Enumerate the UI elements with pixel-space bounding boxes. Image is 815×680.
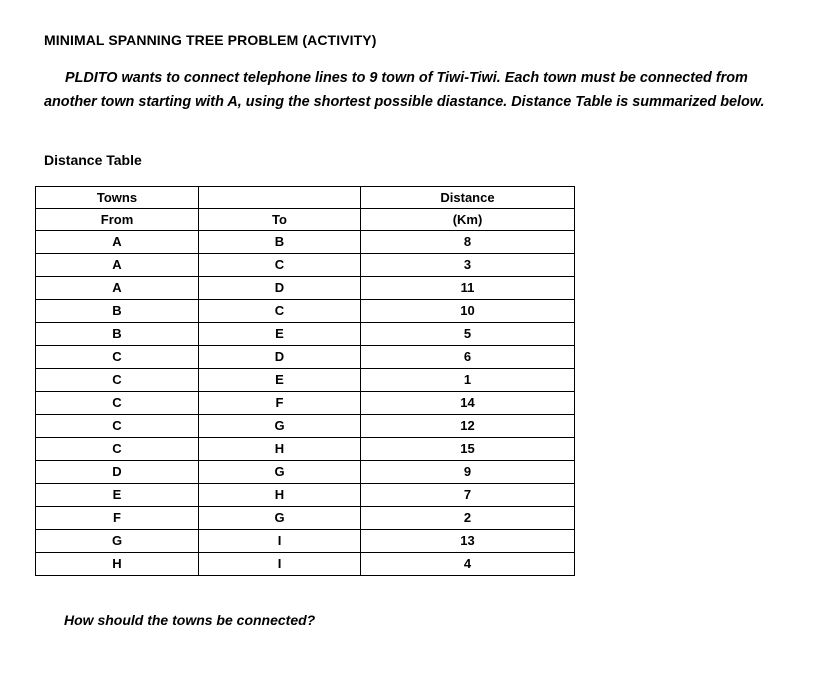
cell-from: C bbox=[36, 346, 199, 369]
cell-from: C bbox=[36, 392, 199, 415]
distance-table-body bbox=[36, 187, 575, 576]
cell-distance: 8 bbox=[361, 231, 575, 254]
cell-to: I bbox=[199, 553, 361, 576]
cell-to: H bbox=[199, 438, 361, 461]
cell-to: E bbox=[199, 323, 361, 346]
cell-distance: 15 bbox=[361, 438, 575, 461]
cell-to: C bbox=[199, 300, 361, 323]
table-row bbox=[36, 484, 575, 507]
cell-from: B bbox=[36, 300, 199, 323]
cell-from: A bbox=[36, 231, 199, 254]
cell-distance: 14 bbox=[361, 392, 575, 415]
header-towns-blank bbox=[199, 187, 361, 209]
table-row bbox=[36, 461, 575, 484]
cell-to: I bbox=[199, 530, 361, 553]
table-row bbox=[36, 254, 575, 277]
header-distance: Distance bbox=[361, 187, 575, 209]
cell-distance: 12 bbox=[361, 415, 575, 438]
header-towns: Towns bbox=[36, 187, 199, 209]
table-row bbox=[36, 277, 575, 300]
cell-to: F bbox=[199, 392, 361, 415]
table-row bbox=[36, 300, 575, 323]
cell-to: D bbox=[199, 277, 361, 300]
cell-distance: 10 bbox=[361, 300, 575, 323]
table-row bbox=[36, 346, 575, 369]
cell-from: D bbox=[36, 461, 199, 484]
cell-from: B bbox=[36, 323, 199, 346]
cell-distance: 9 bbox=[361, 461, 575, 484]
table-row bbox=[36, 415, 575, 438]
cell-from: C bbox=[36, 369, 199, 392]
cell-distance: 7 bbox=[361, 484, 575, 507]
cell-distance: 4 bbox=[361, 553, 575, 576]
intro-text: PLDITO wants to connect telephone lines to 9 town of Tiwi-Tiwi. Each town must be connected from another town starting with A, using the shortest possible diastance. Distance Table is summarized below. bbox=[44, 70, 765, 110]
table-header-row-2 bbox=[36, 209, 575, 231]
cell-from: C bbox=[36, 438, 199, 461]
cell-from: G bbox=[36, 530, 199, 553]
cell-to: D bbox=[199, 346, 361, 369]
cell-to: H bbox=[199, 484, 361, 507]
table-row bbox=[36, 438, 575, 461]
table-header-row-1 bbox=[36, 187, 575, 209]
cell-to: G bbox=[199, 461, 361, 484]
table-row bbox=[36, 530, 575, 553]
cell-distance: 6 bbox=[361, 346, 575, 369]
cell-from: F bbox=[36, 507, 199, 530]
question-text: How should the towns be connected? bbox=[64, 612, 316, 628]
cell-from: H bbox=[36, 553, 199, 576]
document-title: MINIMAL SPANNING TREE PROBLEM (ACTIVITY) bbox=[44, 32, 377, 48]
cell-from: E bbox=[36, 484, 199, 507]
header-unit: (Km) bbox=[361, 209, 575, 231]
table-row bbox=[36, 231, 575, 254]
cell-distance: 3 bbox=[361, 254, 575, 277]
cell-to: C bbox=[199, 254, 361, 277]
table-row bbox=[36, 392, 575, 415]
cell-distance: 2 bbox=[361, 507, 575, 530]
cell-distance: 5 bbox=[361, 323, 575, 346]
distance-table-heading: Distance Table bbox=[44, 152, 142, 168]
cell-distance: 13 bbox=[361, 530, 575, 553]
cell-from: C bbox=[36, 415, 199, 438]
cell-distance: 1 bbox=[361, 369, 575, 392]
table-row bbox=[36, 507, 575, 530]
table-row bbox=[36, 323, 575, 346]
table-row bbox=[36, 369, 575, 392]
intro-paragraph bbox=[44, 66, 794, 114]
header-to: To bbox=[199, 209, 361, 231]
cell-to: G bbox=[199, 507, 361, 530]
cell-to: G bbox=[199, 415, 361, 438]
cell-to: B bbox=[199, 231, 361, 254]
cell-from: A bbox=[36, 254, 199, 277]
table-row bbox=[36, 553, 575, 576]
cell-to: E bbox=[199, 369, 361, 392]
distance-table bbox=[35, 186, 575, 576]
cell-from: A bbox=[36, 277, 199, 300]
header-from: From bbox=[36, 209, 199, 231]
cell-distance: 11 bbox=[361, 277, 575, 300]
